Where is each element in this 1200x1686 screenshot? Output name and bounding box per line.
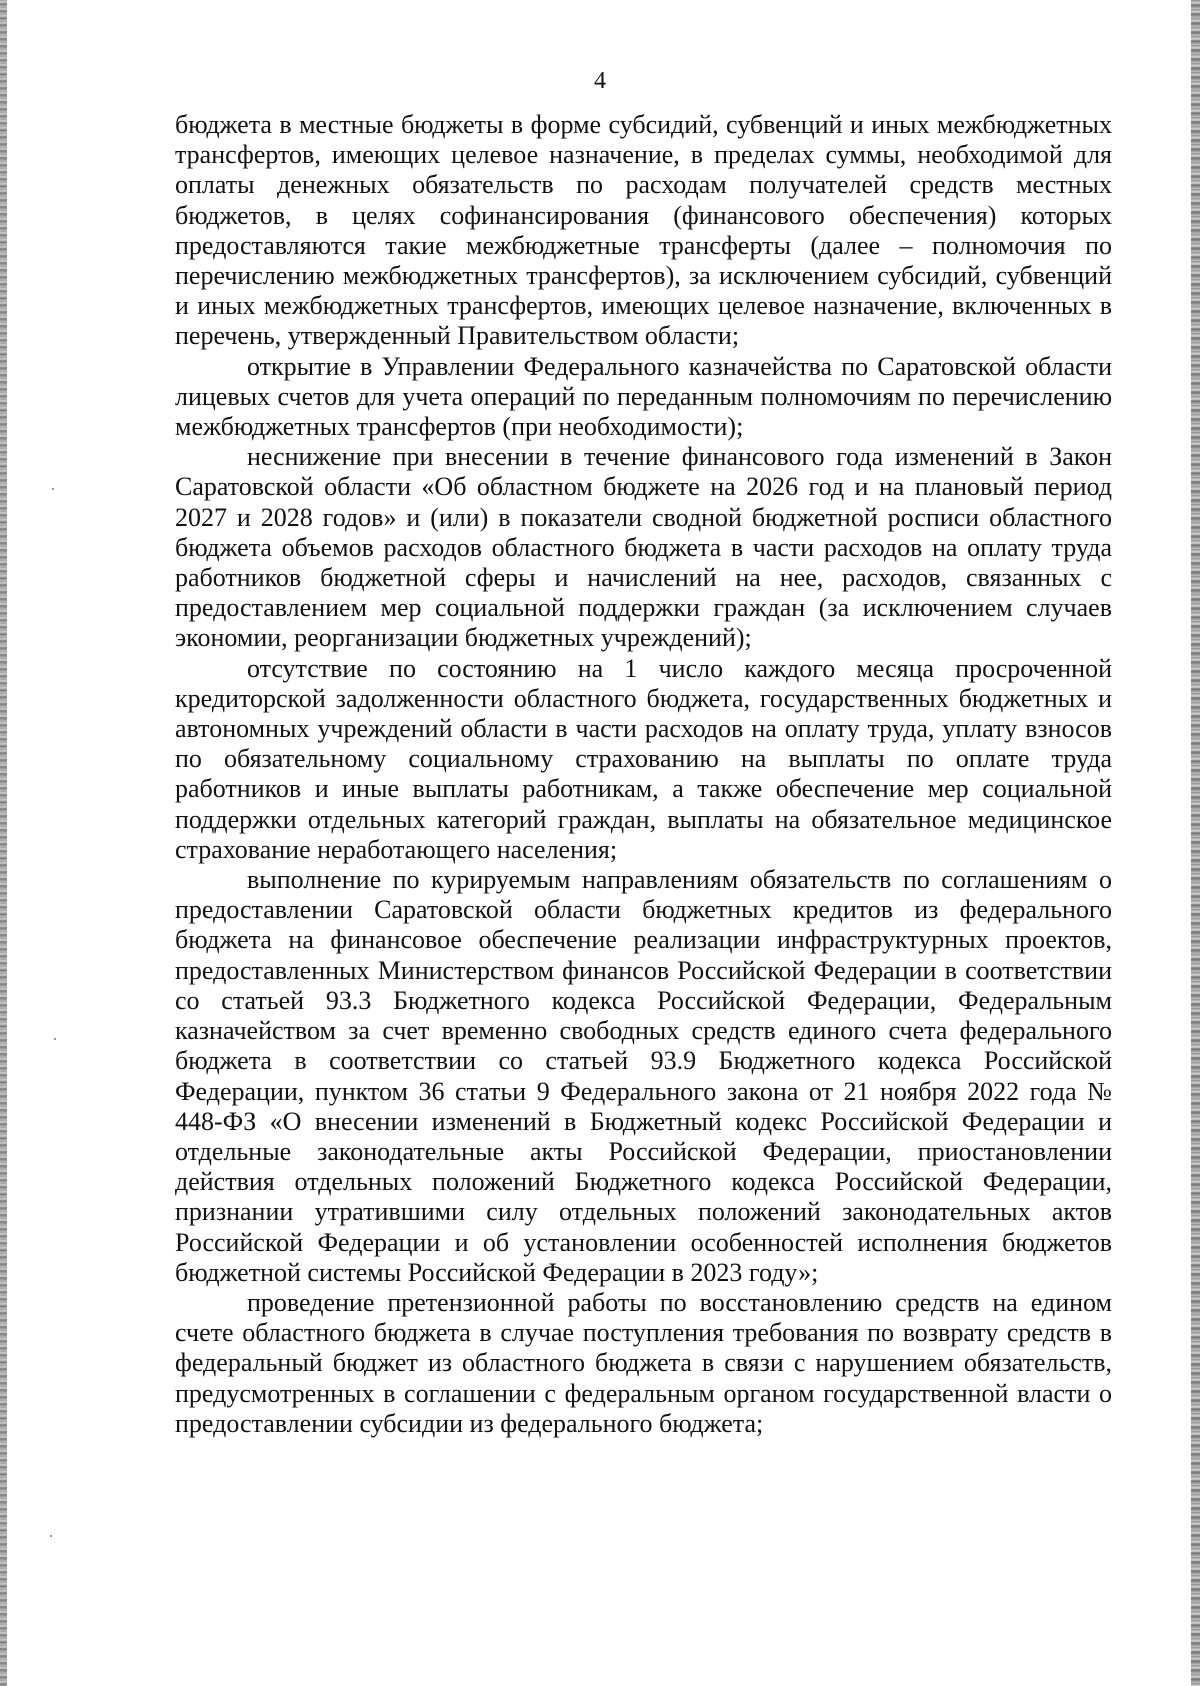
scan-speck	[54, 1038, 56, 1040]
paragraph-budget-credits: выполнение по курируемым направлениям обязательств по соглашениям о предоставлении Саратовской области бюджетных кредитов из федерального бюджета на финансовое обеспечение реализации инфраструктурных проектов, предоставленных Министерством финансов Российской Федерации в соответствии со статьей 93.3 Бюджетного кодекса Российской Федерации, Федеральным казначейством за счет временно свободных средств единого счета федерального бюджета в соответствии со статьей 93.9 Бюджетного кодекса Российской Федерации, пунктом 36 статьи 9 Федерального закона от 21 ноября 2022 года № 448-ФЗ «О внесении изменений в Бюджетный кодекс Российской Федерации и отдельные законодательные акты Российской Федерации, приостановлении действия отдельных положений Бюджетного кодекса Российской Федерации, признании утратившими силу отдельных положений законодательных актов Российской Федерации и об установлении особенностей исполнения бюджетов бюджетной системы Российской Федерации в 2023 году»;	[175, 865, 1112, 1287]
paragraph-no-overdue-debt: отсутствие по состоянию на 1 число каждого месяца просроченной кредиторской задолженности областного бюджета, государственных бюджетных и автономных учреждений области в части расходов на оплату труда, уплату взносов по обязательному социальному страхованию на выплаты по оплате труда работников и иные выплаты работникам, а также обеспечение мер социальной поддержки отдельных категорий граждан, выплаты на обязательное медицинское страхование неработающего населения;	[175, 653, 1112, 864]
paragraph-no-reduction: неснижение при внесении в течение финансового года изменений в Закон Саратовской области «Об областном бюджете на 2026 год и на плановый период 2027 и 2028 годов» и (или) в показатели сводной бюджетной росписи областного бюджета объемов расходов областного бюджета в части расходов на оплату труда работников бюджетной сферы и начислений на нее, расходов, связанных с предоставлением мер социальной поддержки граждан (за исключением случаев экономии, реорганизации бюджетных учреждений);	[175, 442, 1112, 653]
page-number: 4	[594, 68, 606, 94]
scan-edge-right	[1191, 0, 1200, 1686]
paragraph-continuation: бюджета в местные бюджеты в форме субсидий, субвенций и иных межбюджетных трансфертов, имеющих целевое назначение, в пределах суммы, необходимой для оплаты денежных обязательств по расходам получателей средств местных бюджетов, в целях софинансирования (финансового обеспечения) которых предоставляются такие межбюджетные трансферты (далее – полномочия по перечислению межбюджетных трансфертов), за исключением субсидий, субвенций и иных межбюджетных трансфертов, имеющих целевое назначение, включенных в перечень, утвержденный Правительством области;	[175, 110, 1112, 351]
scan-speck	[50, 1535, 52, 1537]
document-body	[175, 110, 1112, 1439]
scan-speck	[52, 488, 54, 490]
paragraph-treasury-accounts: открытие в Управлении Федерального казначейства по Саратовской области лицевых счетов для учета операций по переданным полномочиям по перечислению межбюджетных трансфертов (при необходимости);	[175, 351, 1112, 442]
paragraph-claims-work: проведение претензионной работы по восстановлению средств на едином счете областного бюджета в случае поступления требования по возврату средств в федеральный бюджет из областного бюджета в связи с нарушением обязательств, предусмотренных в соглашении с федеральным органом государственной власти о предоставлении субсидии из федерального бюджета;	[175, 1287, 1112, 1438]
scan-edge-left	[0, 0, 7, 1686]
